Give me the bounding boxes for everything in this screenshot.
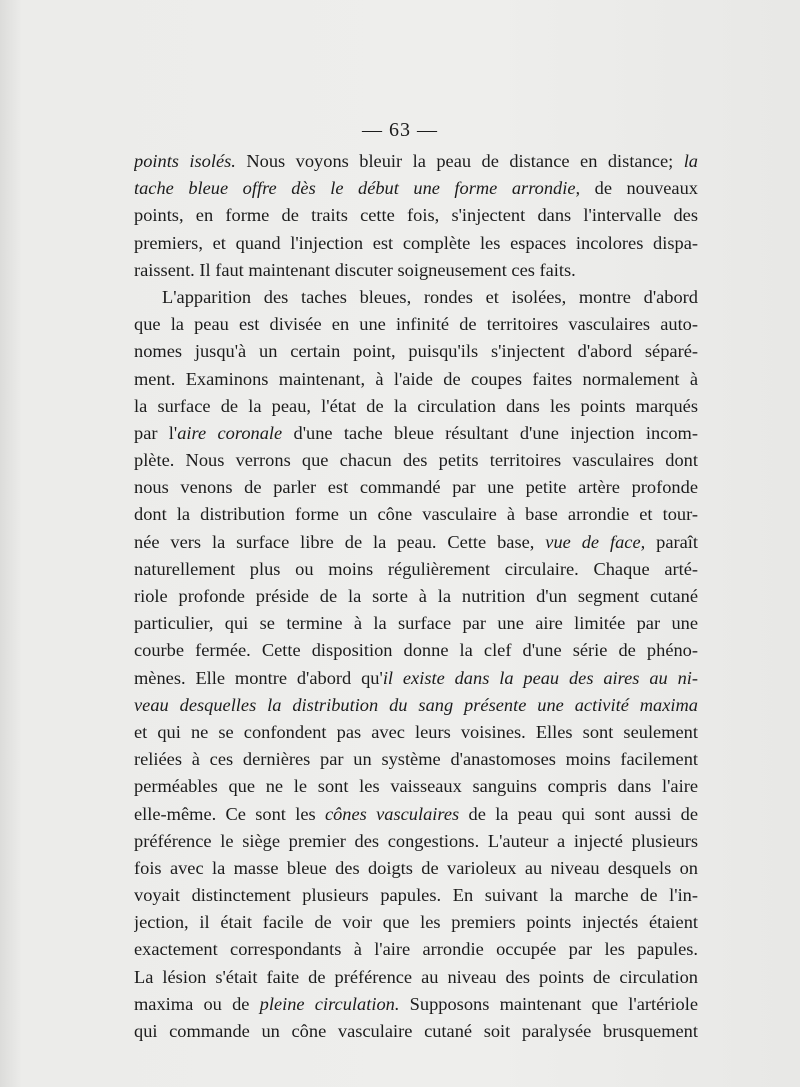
italic-text: points isolés. (134, 151, 236, 171)
text-run: paraît (645, 531, 698, 552)
text-line (134, 420, 698, 447)
text-run: Supposons maintenant que l'artériole (399, 993, 698, 1014)
italic-text: la (683, 151, 698, 171)
text-run: dont la distribution forme un cône vasculaire à base arrondie et tour- (134, 504, 698, 525)
text-run: voyait distinctement plusieurs papules. En suivant la marche de l'in- (134, 885, 698, 906)
text-line (134, 936, 698, 963)
text-run: par l' (134, 422, 178, 443)
text-run: Nous voyons bleuir la peau de distance en distance; (235, 151, 684, 171)
text-run: que la peau est divisée en une infinité de territoires vasculaires auto- (134, 314, 698, 335)
text-line (134, 882, 698, 909)
text-line (134, 583, 698, 610)
text-run: mènes. Elle montre d'abord qu' (134, 667, 383, 688)
text-run: courbe fermée. Cette disposition donne la clef d'une série de phéno- (134, 640, 698, 661)
text-line (134, 284, 698, 311)
text-line (134, 719, 698, 746)
text-line (134, 148, 698, 175)
italic-text: tache bleue offre dès le début une forme arrondie, (134, 178, 581, 199)
italic-text: vue de face, (545, 531, 646, 552)
text-run: reliées à ces dernières par un système d'anastomoses moins facilement (134, 749, 698, 770)
text-line (134, 909, 698, 936)
text-line (134, 828, 698, 855)
text-run: naturellement plus ou moins régulièrement circulaire. Chaque arté- (134, 558, 698, 579)
text-run: premiers, et quand l'injection est complète les espaces incolores dispa- (134, 232, 698, 253)
text-line (134, 230, 698, 257)
text-line (134, 637, 698, 664)
text-line (134, 338, 698, 365)
text-line (134, 665, 698, 692)
text-run: exactement correspondants à l'aire arrondie occupée par les papules. (134, 939, 698, 960)
text-run: nomes jusqu'à un certain point, puisqu'ils s'injectent d'abord séparé- (134, 341, 698, 362)
text-run: née vers la surface libre de la peau. Cette base, (134, 531, 546, 552)
text-line (134, 393, 698, 420)
text-line (134, 501, 698, 528)
text-run: nous venons de parler est commandé par une petite artère profonde (134, 477, 698, 498)
text-run: préférence le siège premier des congestions. L'auteur a injecté plusieurs (134, 830, 698, 851)
text-line (134, 610, 698, 637)
text-line (134, 202, 698, 229)
text-line (134, 311, 698, 338)
body-text (134, 148, 698, 1045)
text-line (134, 991, 698, 1018)
text-line (134, 175, 698, 202)
text-run: de la peau qui sont aussi de (459, 803, 698, 824)
text-line (134, 964, 698, 991)
text-run: maxima ou de (134, 993, 260, 1014)
page-number: — 63 — (362, 119, 438, 141)
text-run: perméables que ne le sont les vaisseaux sanguins compris dans l'aire (134, 776, 698, 797)
text-line (134, 257, 698, 284)
text-run: elle-même. Ce sont les (134, 803, 325, 824)
italic-text: veau desquelles la distribution du sang présente une activité maxima (134, 694, 698, 715)
text-run: plète. Nous verrons que chacun des petits territoires vasculaires dont (134, 450, 698, 471)
text-run: points, en forme de traits cette fois, s'injectent dans l'intervalle des (134, 205, 698, 226)
text-run: ment. Examinons maintenant, à l'aide de coupes faites normalement à (134, 368, 698, 389)
text-line (134, 692, 698, 719)
text-run: fois avec la masse bleue des doigts de varioleux au niveau desquels on (134, 857, 698, 878)
text-run: jection, il était facile de voir que les premiers points injectés étaient (134, 912, 698, 933)
text-run: d'une tache bleue résultant d'une injection incom- (282, 422, 698, 443)
text-line (134, 801, 698, 828)
text-line (134, 773, 698, 800)
text-line (134, 529, 698, 556)
text-line (134, 1018, 698, 1045)
text-line (134, 746, 698, 773)
text-run: riole profonde préside de la sorte à la nutrition d'un segment cutané (134, 586, 698, 606)
italic-text: pleine circulation. (259, 993, 400, 1014)
text-run: la surface de la peau, l'état de la circulation dans les points marqués (134, 395, 698, 416)
text-run: de nouveaux (580, 178, 698, 199)
text-line (134, 366, 698, 393)
italic-text: il existe dans la peau des aires au ni- (382, 667, 698, 688)
italic-text: aire coronale (177, 422, 283, 443)
text-run: particulier, qui se termine à la surface par une aire limitée par une (134, 613, 698, 634)
text-line (134, 556, 698, 583)
text-run: La lésion s'était faite de préférence au niveau des points de circulation (134, 966, 698, 987)
text-run: L'apparition des taches bleues, rondes et isolées, montre d'abord (162, 286, 698, 307)
text-run: qui commande un cône vasculaire cutané soit paralysée brusquement (134, 1021, 698, 1041)
text-run: et qui ne se confondent pas avec leurs voisines. Elles sont seulement (134, 721, 698, 742)
text-line (134, 474, 698, 501)
text-line (134, 855, 698, 882)
italic-text: cônes vasculaires (324, 803, 460, 824)
text-line (134, 447, 698, 474)
text-run: raissent. Il faut maintenant discuter soigneusement ces faits. (134, 259, 576, 280)
